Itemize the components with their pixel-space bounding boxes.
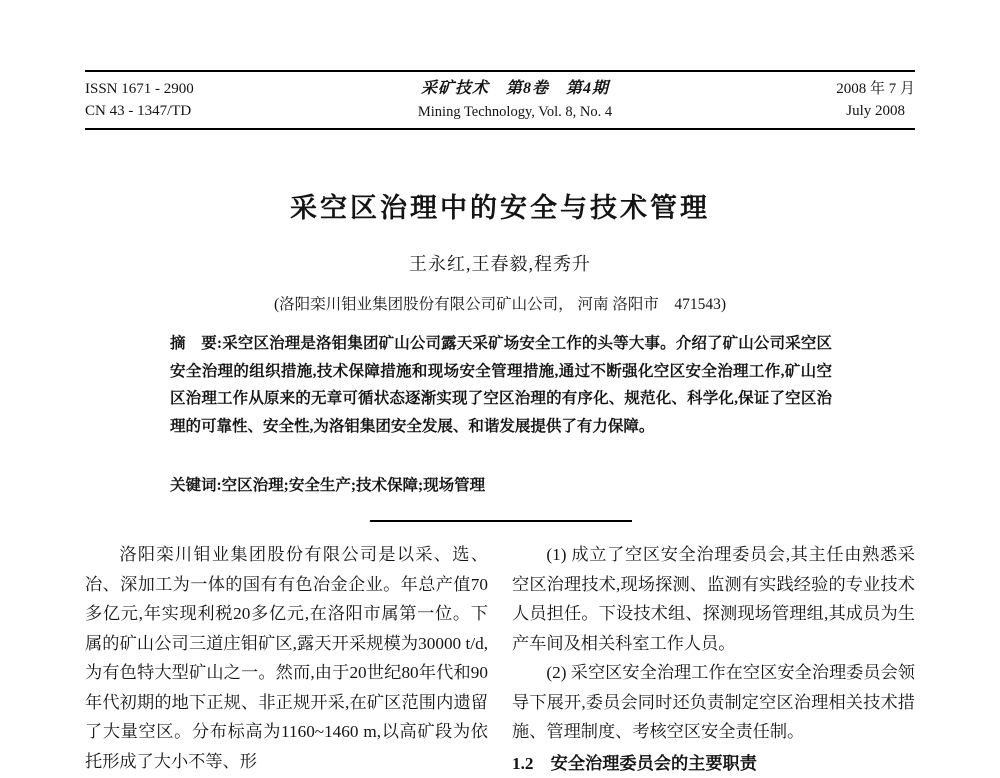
keywords-text: 空区治理;安全生产;技术保障;现场管理 <box>222 477 486 494</box>
section-heading-1-2: 1.2 安全治理委员会的主要职责 <box>512 749 915 778</box>
article-title: 采空区治理中的安全与技术管理 <box>0 186 1000 225</box>
body-paragraph: (1) 成立了空区安全治理委员会,其主任由熟悉采空区治理技术,现场探测、监测有实践经验的专业技术人员担任。下设技术组、探测现场管理组,其成员为生产车间及相关科室工作人员。 <box>512 540 915 658</box>
issn-block <box>85 78 194 122</box>
body-paragraph: 洛阳栾川钼业集团股份有限公司是以采、选、冶、深加工为一体的国有有色冶金企业。年总产值70多亿元,年实现利税20多亿元,在洛阳市属第一位。下属的矿山公司三道庄钼矿区,露天开采规模为30000 t/d,为有色特大型矿山之一。然而,由于20世纪80年代和90年代初期的地下正规、非正规开采,在矿区范围内遗留了大量空区。分布标高为1160~1460 m,以高矿段为依托形成了大小不等、形 <box>85 540 488 776</box>
keywords-label: 关键词: <box>170 477 222 494</box>
journal-header <box>85 72 915 128</box>
issue-date-cn: 2008 年 7 月 <box>836 78 915 100</box>
abstract-block <box>170 330 832 440</box>
header-rule-bottom <box>85 128 915 130</box>
issue-date-block <box>836 78 915 122</box>
issue-date-en: July 2008 <box>836 100 915 122</box>
section-separator-rule <box>370 520 632 522</box>
abstract-text: 采空区治理是洛钼集团矿山公司露天采矿场安全工作的头等大事。介绍了矿山公司采空区安全治理的组织措施,技术保障措施和现场安全管理措施,通过不断强化空区安全治理工作,矿山空区治理工作从原来的无章可循状态逐渐实现了空区治理的有序化、规范化、科学化,保证了空区治理的可靠性、安全性,为洛钼集团安全发展、和谐发展提供了有力保障。 <box>170 335 832 435</box>
body-columns <box>85 540 915 778</box>
journal-title-block <box>418 77 612 123</box>
cn-number: CN 43 - 1347/TD <box>85 100 194 122</box>
authors-line: 王永红,王春毅,程秀升 <box>0 250 1000 276</box>
affiliation-line: (洛阳栾川钼业集团股份有限公司矿山公司， 河南 洛阳市 471543) <box>0 292 1000 314</box>
journal-title-en: Mining Technology, Vol. 8, No. 4 <box>418 101 612 123</box>
body-paragraph: (2) 采空区安全治理工作在空区安全治理委员会领导下展开,委员会同时还负责制定空区治理相关技术措施、管理制度、考核空区安全责任制。 <box>512 658 915 747</box>
abstract-label: 摘 要: <box>170 335 222 352</box>
issn-number: ISSN 1671 - 2900 <box>85 78 194 100</box>
journal-title-cn: 采矿技术 第8卷 第4期 <box>418 77 612 101</box>
left-column <box>85 540 488 778</box>
right-column <box>512 540 915 778</box>
keywords-line <box>170 472 832 500</box>
